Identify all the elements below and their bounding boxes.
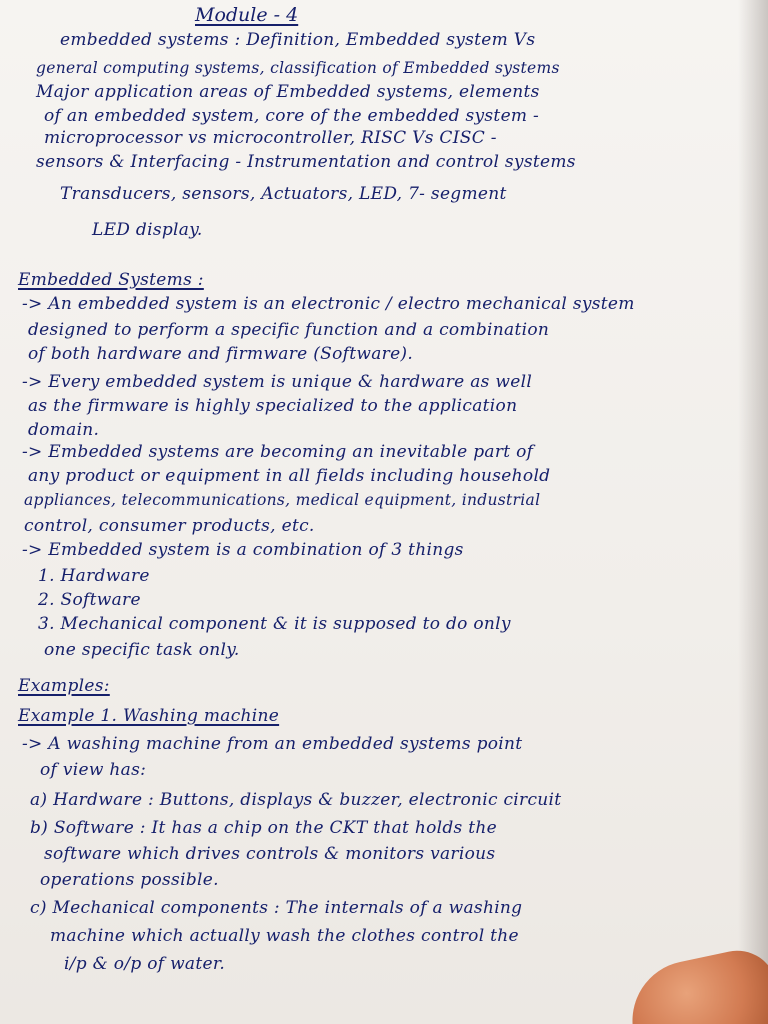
body-line: 2. Software — [38, 590, 141, 610]
body-line: 1. Hardware — [38, 566, 150, 586]
body-line: appliances, telecommunications, medical equipment, industrial — [24, 491, 541, 509]
body-line: any product or equipment in all fields including household — [28, 466, 551, 486]
example-line: operations possible. — [40, 870, 219, 890]
page-title: Module - 4 — [195, 4, 299, 26]
body-line: designed to perform a specific function and a combination — [28, 320, 550, 340]
syllabus-line: Transducers, sensors, Actuators, LED, 7- segment — [60, 184, 507, 204]
example-line: a) Hardware : Buttons, displays & buzzer, electronic circuit — [30, 790, 562, 810]
syllabus-line: sensors & Interfacing - Instrumentation and control systems — [36, 152, 576, 172]
examples-heading: Examples: — [18, 676, 110, 696]
example-line: software which drives controls & monitors various — [44, 844, 496, 864]
body-line: 3. Mechanical component & it is supposed to do only — [38, 614, 511, 634]
example-line: i/p & o/p of water. — [64, 954, 226, 974]
syllabus-line: general computing systems, classification of Embedded systems — [36, 59, 560, 77]
body-line: of both hardware and firmware (Software). — [28, 344, 414, 364]
example-line: -> A washing machine from an embedded systems point — [22, 734, 523, 754]
syllabus-line: Major application areas of Embedded systems, elements — [36, 82, 540, 102]
body-line: -> Embedded systems are becoming an inevitable part of — [22, 442, 534, 462]
body-line: -> An embedded system is an electronic / electro mechanical system — [22, 294, 635, 314]
example-line: c) Mechanical components : The internals of a washing — [30, 898, 523, 918]
syllabus-line: LED display. — [92, 220, 203, 240]
body-line: -> Every embedded system is unique & hardware as well — [22, 372, 533, 392]
body-line: domain. — [28, 420, 100, 440]
body-line: one specific task only. — [44, 640, 240, 660]
section-heading: Embedded Systems : — [18, 270, 204, 290]
example-line: machine which actually wash the clothes control the — [50, 926, 519, 946]
syllabus-line: microprocessor vs microcontroller, RISC Vs CISC - — [44, 128, 497, 148]
example-line: of view has: — [40, 760, 147, 780]
syllabus-line: of an embedded system, core of the embedded system - — [44, 106, 540, 126]
syllabus-line: embedded systems : Definition, Embedded system Vs — [60, 30, 536, 50]
page-edge-shadow — [738, 0, 768, 1024]
body-line: -> Embedded system is a combination of 3 things — [22, 540, 464, 560]
body-line: control, consumer products, etc. — [24, 516, 315, 536]
body-line: as the firmware is highly specialized to the application — [28, 396, 518, 416]
example-line: b) Software : It has a chip on the CKT that holds the — [30, 818, 498, 838]
example-title: Example 1. Washing machine — [18, 706, 280, 726]
